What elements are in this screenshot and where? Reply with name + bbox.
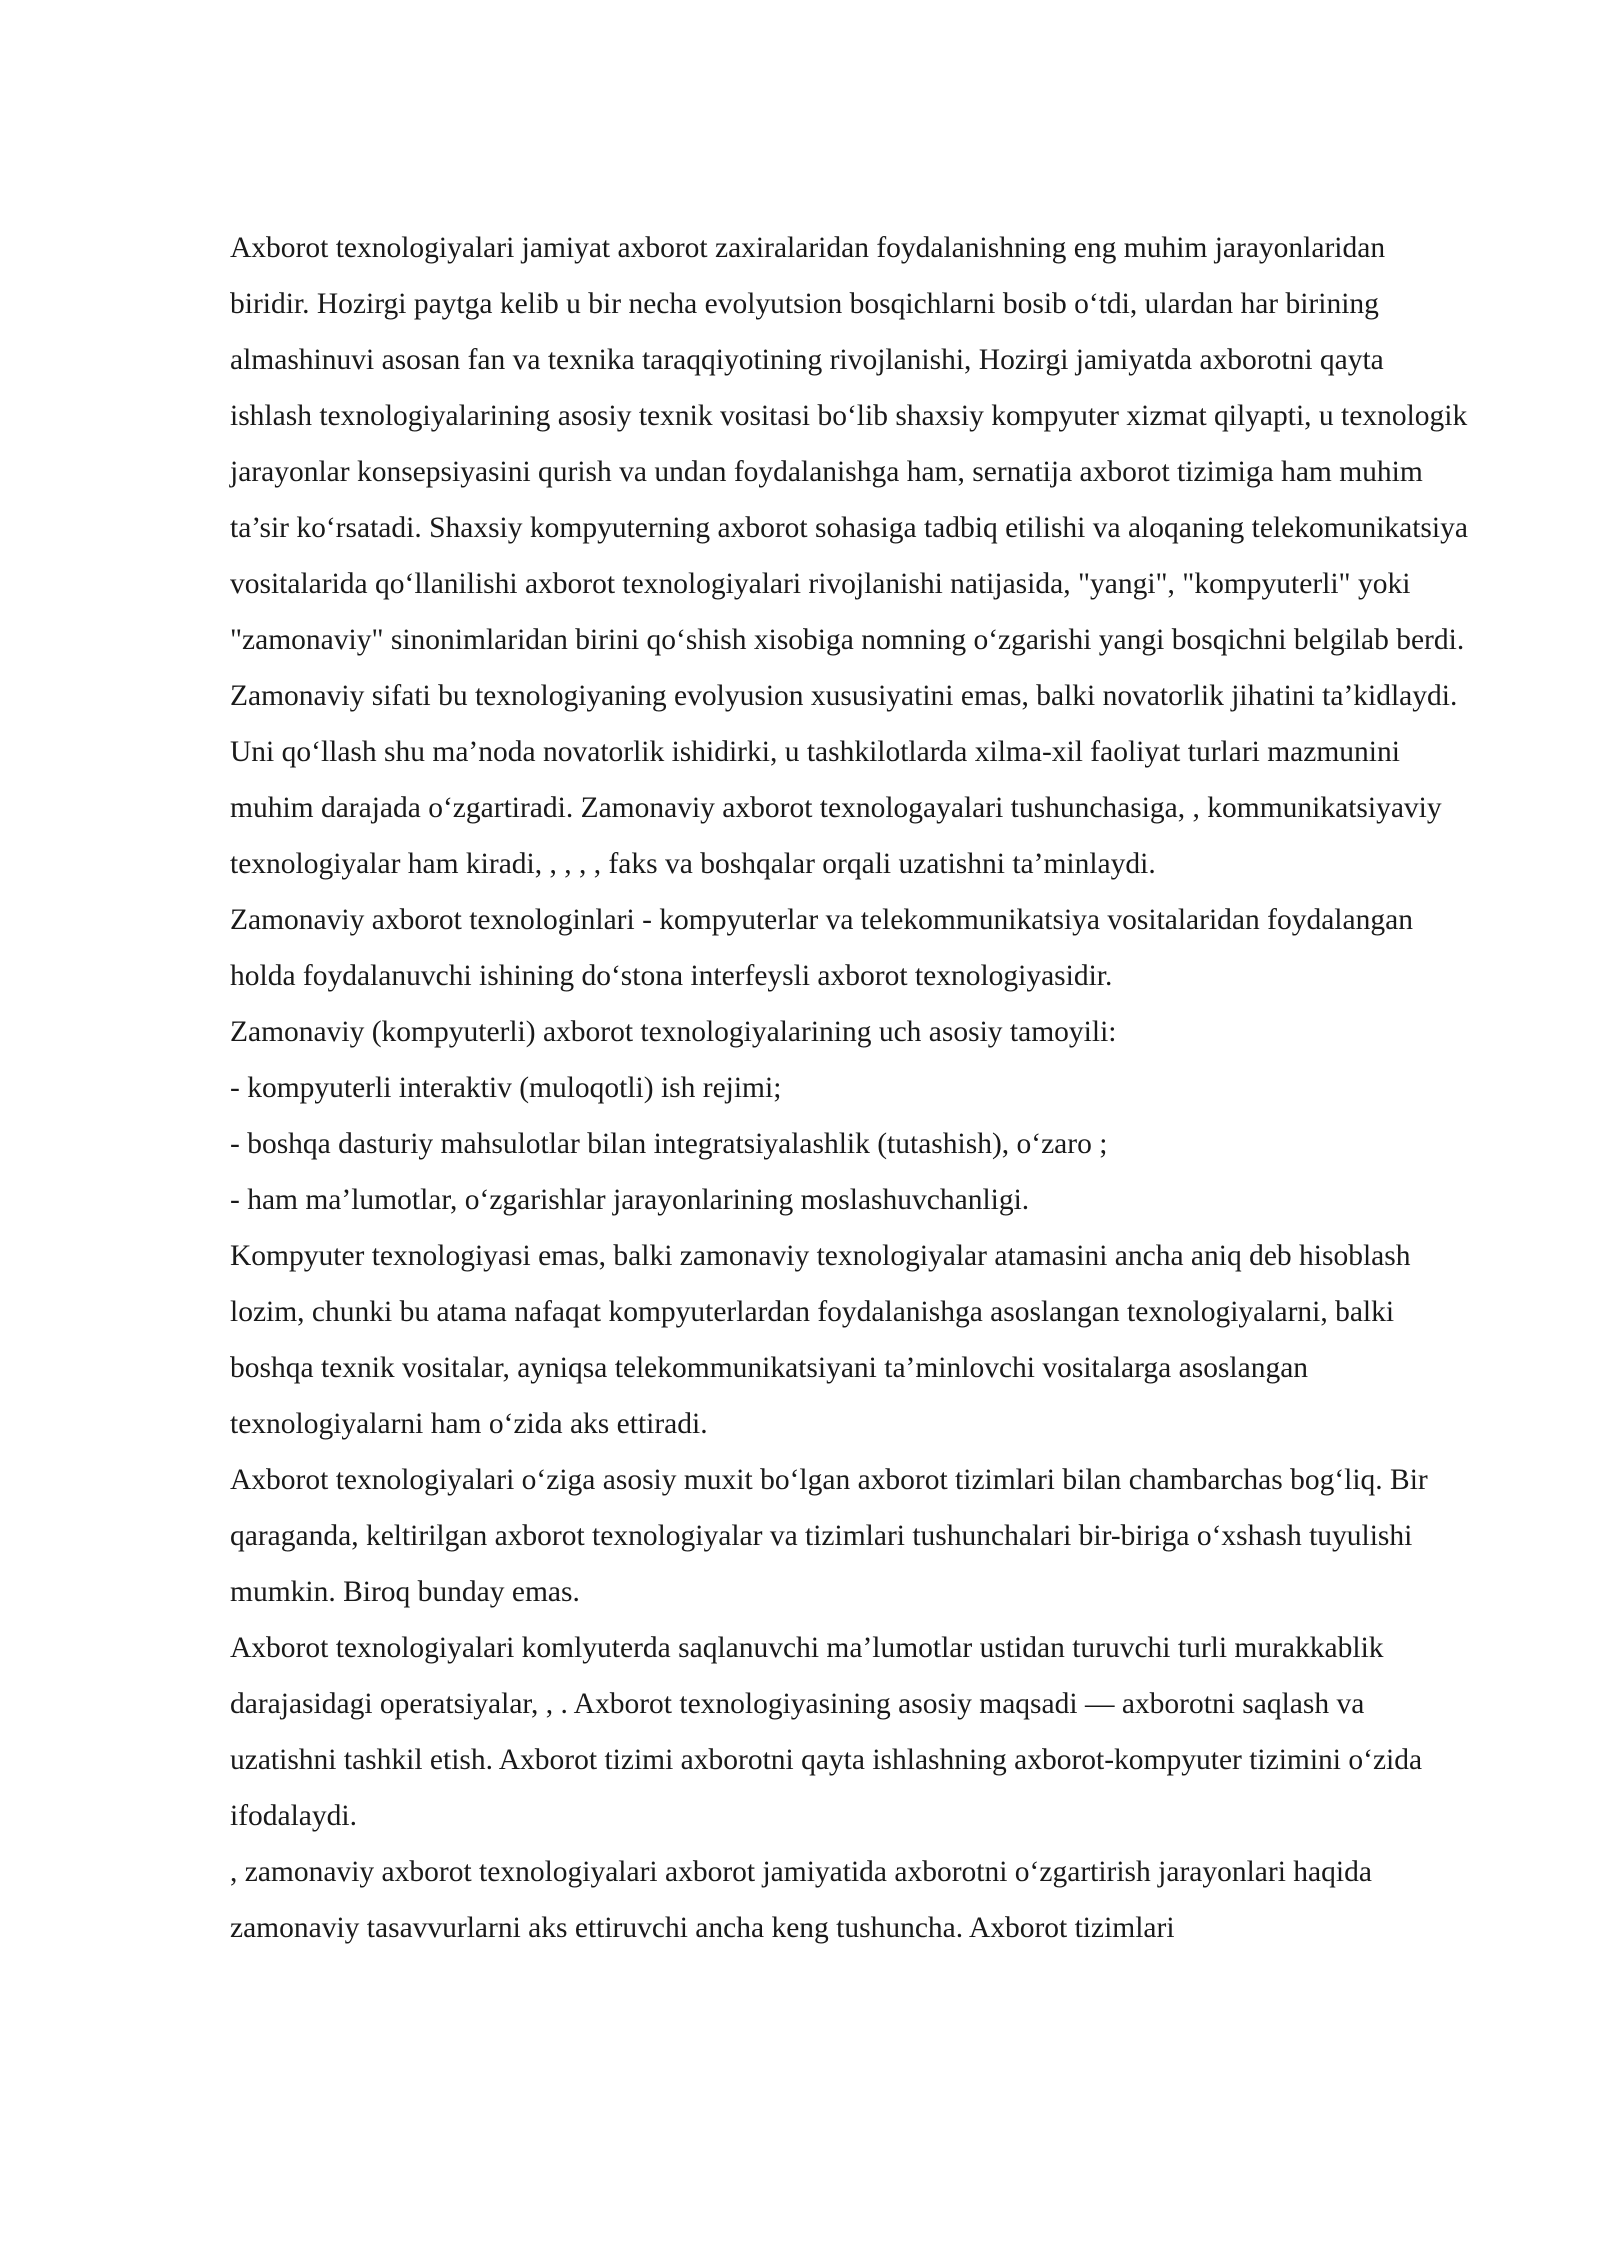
- paragraph-modern-technologies: , zamonaviy axborot texnologiyalari axborot jamiyatida axborotni o‘zgartirish jarayonlari haqida zamonaviy tasavvurlarni aks ettiruvchi ancha keng tushuncha. Axborot tizimlari: [230, 1856, 1372, 1944]
- list-item-principle-2: - boshqa dasturiy mahsulotlar bilan integratsiyalashlik (tutashish), o‘zaro ;: [230, 1128, 1108, 1160]
- paragraph-definition: Zamonaviy axborot texnologinlari - kompyuterlar va telekommunikatsiya vositalaridan foydalangan holda foydalanuvchi ishining do‘stona interfeysli axborot texnologiyasidir.: [230, 904, 1413, 992]
- paragraph-information-systems: Axborot texnologiyalari o‘ziga asosiy muxit bo‘lgan axborot tizimlari bilan chambarchas bog‘liq. Bir qaraganda, keltirilgan axborot texnologiyalar va tizimlari tushunchalari bir-biriga o‘xshash tuyulishi mumkin. Biroq bunday emas.: [230, 1464, 1428, 1608]
- paragraph-computer-technology: Kompyuter texnologiyasi emas, balki zamonaviy texnologiyalar atamasini ancha aniq deb hisoblash lozim, chunki bu atama nafaqat kompyuterlardan foydalanishga asoslangan texnologiyalarni, balki boshqa texnik vositalar, ayniqsa telekommunikatsiyani ta’minlovchi vositalarga asoslangan texnologiyalarni ham o‘zida aks ettiradi.: [230, 1240, 1411, 1440]
- list-item-principle-1: - kompyuterli interaktiv (muloqotli) ish rejimi;: [230, 1072, 782, 1104]
- list-item-principle-3: - ham ma’lumotlar, o‘zgarishlar jarayonlarining moslashuvchanligi.: [230, 1184, 1030, 1216]
- paragraph-operations: Axborot texnologiyalari komlyuterda saqlanuvchi ma’lumotlar ustidan turuvchi turli murakkablik darajasidagi operatsiyalar, , . Axborot texnologiyasining asosiy maqsadi — axborotni saqlash va uzatishni tashkil etish. Axborot tizimi axborotni qayta ishlashning axborot-kompyuter tizimini o‘zida ifodalaydi.: [230, 1632, 1423, 1832]
- paragraph-principles-heading: Zamonaviy (kompyuterli) axborot texnologiyalarining uch asosiy tamoyili:: [230, 1016, 1117, 1048]
- document-page: [230, 220, 1470, 1956]
- paragraph-intro: Axborot texnologiyalari jamiyat axborot zaxiralaridan foydalanishning eng muhim jarayonlaridan biridir. Hozirgi paytga kelib u bir necha evolyutsion bosqichlarni bosib o‘tdi, ulardan har birining almashinuvi asosan fan va texnika taraqqiyotining rivojlanishi, Hozirgi jamiyatda axborotni qayta ishlash texnologiyalarining asosiy texnik vositasi bo‘lib shaxsiy kompyuter xizmat qilyapti, u texnologik jarayonlar konsepsiyasini qurish va undan foydalanishga ham, sernatija axborot tizimiga ham muhim ta’sir ko‘rsatadi. Shaxsiy kompyuterning axborot sohasiga tadbiq etilishi va aloqaning telekomunikatsiya vositalarida qo‘llanilishi axborot texnologiyalari rivojlanishi natijasida, "yangi", "kompyuterli" yoki "zamonaviy" sinonimlaridan birini qo‘shish xisobiga nomning o‘zgarishi yangi bosqichni belgilab berdi. Zamonaviy sifati bu texnologiyaning evolyusion xususiyatini emas, balki novatorlik jihatini ta’kidlaydi. Uni qo‘llash shu ma’noda novatorlik ishidirki, u tashkilotlarda xilma-xil faoliyat turlari mazmunini muhim darajada o‘zgartiradi. Zamonaviy axborot texnologayalari tushunchasiga, , kommunikatsiyaviy texnologiyalar ham kiradi, , , , , faks va boshqalar orqali uzatishni ta’minlaydi.: [230, 232, 1468, 880]
